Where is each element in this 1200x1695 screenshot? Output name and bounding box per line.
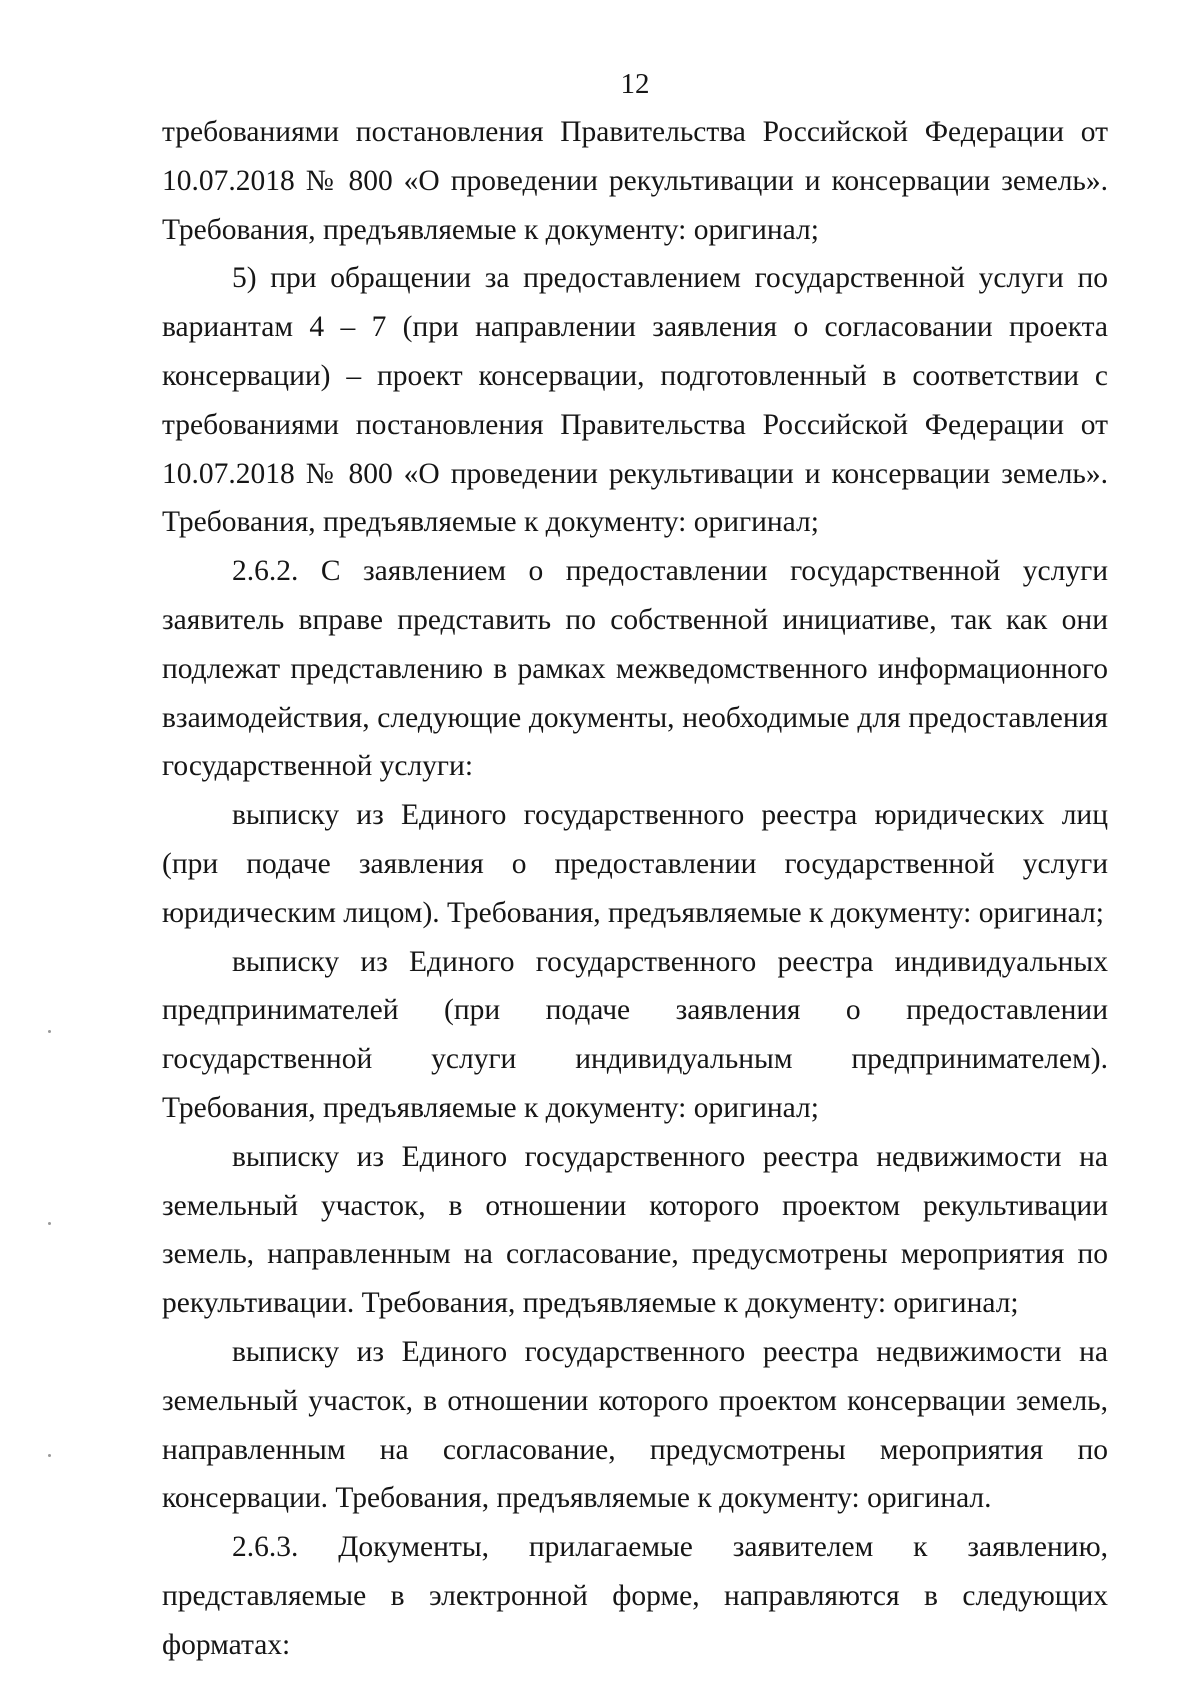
- page-number: 12: [620, 68, 650, 100]
- paragraph-egrul-extract: выписку из Единого государственного реестра юридических лиц (при подаче заявления о предоставлении государственной услуги юридическим лицом). Требования, предъявляемые к документу: оригинал;: [162, 799, 1108, 929]
- paragraph-2-6-3: 2.6.3. Документы, прилагаемые заявителем к заявлению, представляемые в электронной форме, направляются в следующих форматах:: [162, 1531, 1108, 1661]
- paragraph-egrn-conservation: выписку из Единого государственного реестра недвижимости на земельный участок, в отношении которого проектом консервации земель, направленным на согласование, предусмотрены мероприятия по консервации. Требования, предъявляемые к документу: оригинал.: [162, 1335, 1108, 1515]
- paragraph-2-6-2: 2.6.2. С заявлением о предоставлении государственной услуги заявитель вправе представить по собственной инициативе, так как они подлежат представлению в рамках межведомственного информационного взаимодействия, следующие документы, необходимые для предоставления государственной услуги:: [162, 555, 1108, 783]
- scan-mark: [48, 1030, 51, 1033]
- document-body: [162, 108, 1108, 1670]
- paragraph-item-5: 5) при обращении за предоставлением государственной услуги по вариантам 4 – 7 (при направлении заявления о согласовании проекта консервации) – проект консервации, подготовленный в соответствии с требованиями постановления Правительства Российской Федерации от 10.07.2018 № 800 «О проведении рекультивации и консервации земель». Требования, предъявляемые к документу: оригинал;: [162, 262, 1108, 539]
- paragraph-continuation: требованиями постановления Правительства Российской Федерации от 10.07.2018 № 800 «О проведении рекультивации и консервации земель». Требования, предъявляемые к документу: оригинал;: [162, 116, 1108, 246]
- scan-mark: [48, 1222, 51, 1225]
- paragraph-egrn-recultivation: выписку из Единого государственного реестра недвижимости на земельный участок, в отношении которого проектом рекультивации земель, направленным на согласование, предусмотрены мероприятия по рекультивации. Требования, предъявляемые к документу: оригинал;: [162, 1140, 1108, 1320]
- scan-mark: [48, 1454, 51, 1457]
- paragraph-egrip-extract: выписку из Единого государственного реестра индивидуальных предпринимателей (при подаче заявления о предоставлении государственной услуги индивидуальным предпринимателем). Требования, предъявляемые к документу: оригинал;: [162, 945, 1108, 1124]
